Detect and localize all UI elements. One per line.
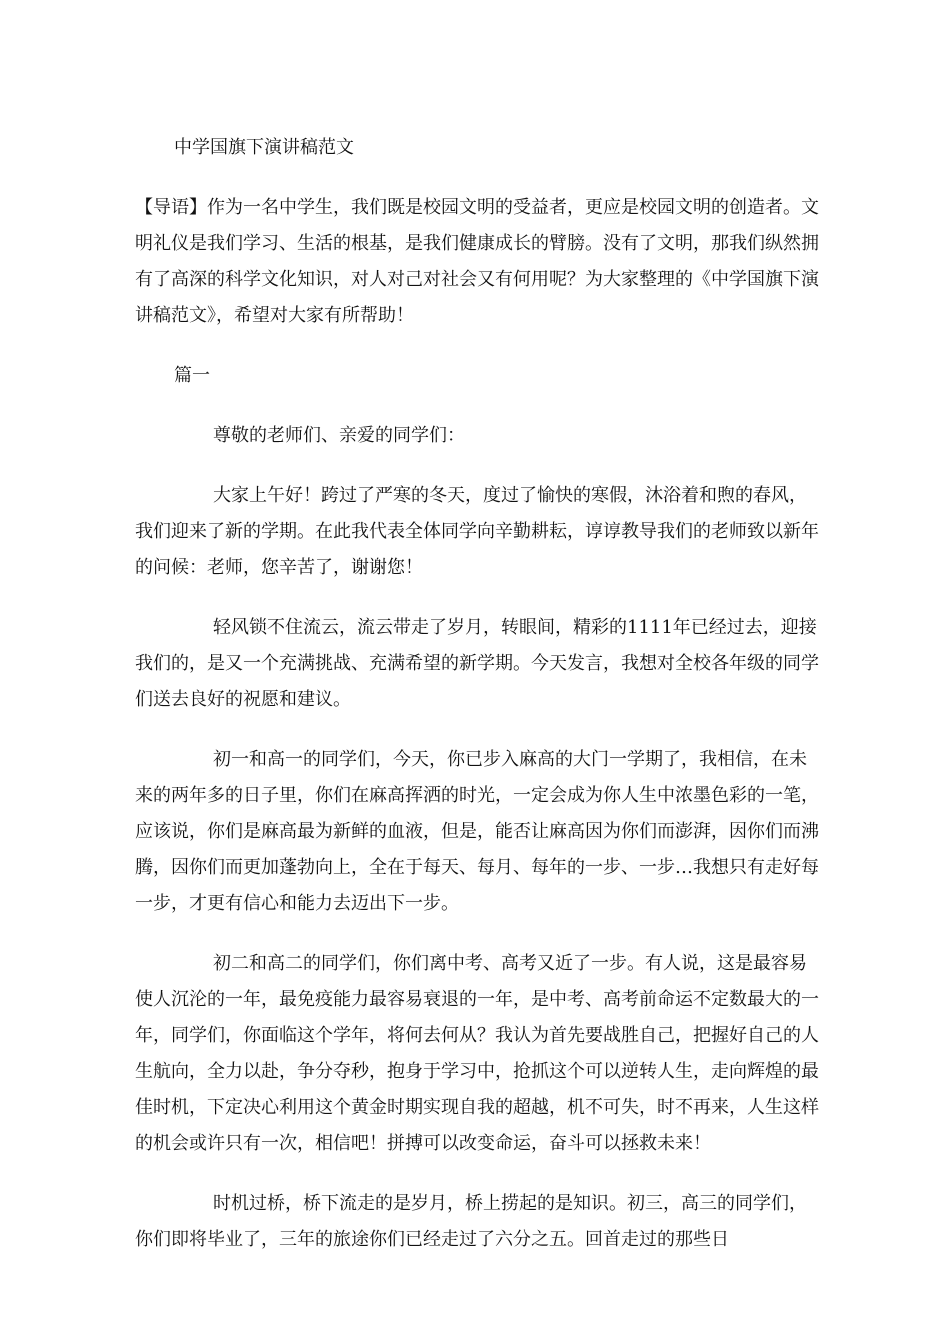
body-paragraph-3: 初一和高一的同学们，今天，你已步入麻高的大门一学期了，我相信，在未来的两年多的日子里，你们在麻高挥洒的时光，一定会成为你人生中浓墨色彩的一笔，应该说，你们是麻高最为新鲜的血液，但是，能否让麻高因为你们而澎湃，因你们而沸腾，因你们而更加蓬勃向上，全在于每天、每月、每年的一步、一步…我想只有走好每一步，才更有信心和能力去迈出下一步。 — [135, 749, 819, 914]
section-heading: 篇一 — [174, 365, 210, 386]
document-body — [135, 130, 820, 1282]
body-paragraph-2: 轻风锁不住流云，流云带走了岁月，转眼间，精彩的1111年已经过去，迎接我们的，是又一个充满挑战、充满希望的新学期。今天发言，我想对全校各年级的同学们送去良好的祝愿和建议。 — [135, 617, 819, 710]
body-paragraph-5: 时机过桥，桥下流走的是岁月，桥上捞起的是知识。初三，高三的同学们，你们即将毕业了，三年的旅途你们已经走过了六分之五。回首走过的那些日 — [135, 1193, 807, 1250]
document-title: 中学国旗下演讲稿范文 — [174, 137, 354, 158]
intro-paragraph: 【导语】作为一名中学生，我们既是校园文明的受益者，更应是校园文明的创造者。文明礼仪是我们学习、生活的根基，是我们健康成长的臂膀。没有了文明，那我们纵然拥有了高深的科学文化知识，对人对己对社会又有何用呢？为大家整理的《中学国旗下演讲稿范文》，希望对大家有所帮助！ — [135, 197, 819, 326]
salutation: 尊敬的老师们、亲爱的同学们： — [213, 425, 465, 446]
body-paragraph-4: 初二和高二的同学们，你们离中考、高考又近了一步。有人说，这是最容易使人沉沦的一年，最免疫能力最容易衰退的一年，是中考、高考前命运不定数最大的一年，同学们，你面临这个学年，将何去何从？我认为首先要战胜自己，把握好自己的人生航向，全力以赴，争分夺秒，抱身于学习中，抢抓这个可以逆转人生，走向辉煌的最佳时机，下定决心利用这个黄金时期实现自我的超越，机不可失，时不再来，人生这样的机会或许只有一次，相信吧！拼搏可以改变命运，奋斗可以拯救未来！ — [135, 953, 819, 1154]
body-paragraph-1: 大家上午好！跨过了严寒的冬天，度过了愉快的寒假，沐浴着和煦的春风，我们迎来了新的学期。在此我代表全体同学向辛勤耕耘，谆谆教导我们的老师致以新年的问候：老师，您辛苦了，谢谢您！ — [135, 485, 819, 578]
